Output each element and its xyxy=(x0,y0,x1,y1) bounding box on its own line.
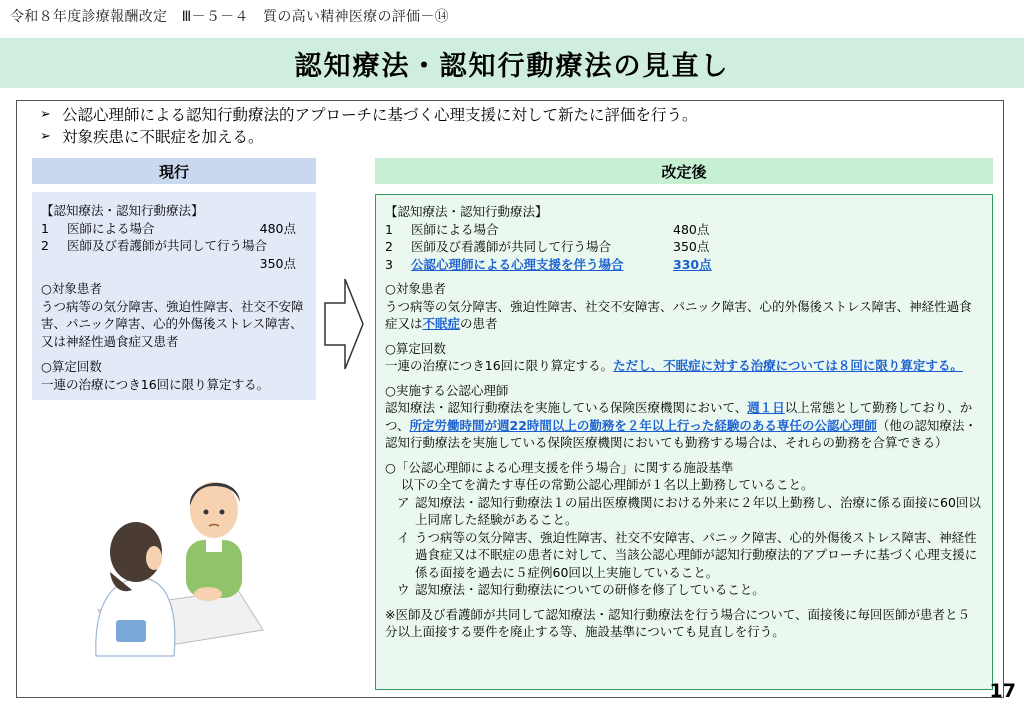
current-section-title: 【認知療法・認知行動療法】 xyxy=(41,203,204,218)
bullet-item: ➢ 対象疾患に不眠症を加える。 xyxy=(40,128,264,146)
revised-note: ※医師及び看護師が共同して認知療法・認知行動療法を行う場合について、面接後に毎回医師が患者と５分以上面接する要件を廃止する等、施設基準についても見直しを行う。 xyxy=(385,606,970,639)
arrow-bullet-icon: ➢ xyxy=(40,107,51,122)
current-patients-title: ○対象患者 xyxy=(41,281,102,296)
current-count-text: 一連の治療につき16回に限り算定する。 xyxy=(41,376,270,392)
bullet-item: ➢ 公認心理師による認知行動療法的アプローチに基づく心理支援に対して新たに評価を行う。 xyxy=(40,106,698,124)
current-panel xyxy=(32,192,316,400)
revised-panel xyxy=(375,194,993,690)
facility-item-a: ア 認知療法・認知行動療法１の届出医療機関における外来に２年以上勤務し、治療に係る面接に60回以上同席した経験があること。 xyxy=(397,494,981,527)
revised-item-1: 1 医師による場合 480点 xyxy=(385,221,710,237)
facility-item-u: ウ 認知療法・認知行動療法についての研修を修了していること。 xyxy=(397,582,765,597)
page-title: 認知療法・認知行動療法の見直し xyxy=(294,50,730,82)
counseling-illustration xyxy=(88,460,268,660)
revised-count-text: 一連の治療につき16回に限り算定する。ただし、不眠症に対する治療については８回に限り算定する。 xyxy=(385,358,963,373)
revised-count-title: ○算定回数 xyxy=(385,340,446,356)
title-band xyxy=(0,38,1024,88)
current-item-2: 2 医師及び看護師が共同して行う場合 xyxy=(41,238,268,253)
revised-patients-text: うつ病等の気分障害、強迫性障害、社交不安障害、パニック障害、心的外傷後ストレス障害、神経性過食症又は不眠症の患者 xyxy=(385,298,972,331)
breadcrumb: 令和８年度診療報酬改定 Ⅲ－５－４ 質の高い精神医療の評価－⑭ xyxy=(10,9,449,25)
revised-psych-text: 認知療法・認知行動療法を実施している保険医療機関において、週１日以上常態として勤務しており、かつ、所定労働時間が週22時間以上の勤務を２年以上行った経験のある専任の公認心理師（他の認知療法・認知行動療法を実施している保険医療機関においても勤務する場合は、それらの勤務を合算できる） xyxy=(385,400,977,450)
revised-item-3: 3 公認心理師による心理支援を伴う場合 330点 xyxy=(385,256,712,272)
facility-item-i: イ うつ病等の気分障害、強迫性障害、社交不安障害、パニック障害、心的外傷後ストレス障害、神経性過食症又は不眠症の患者に対して、当該公認心理師が認知行動療法的アプローチに基づく心理支援に係る面接を過去に５症例60回以上実施していること。 xyxy=(397,529,978,580)
transition-arrow-icon xyxy=(323,277,365,371)
page-number: 17 xyxy=(989,680,1016,702)
current-item-2-points: 350点 xyxy=(259,255,296,271)
current-patients-text: うつ病等の気分障害、強迫性障害、社交不安障害、パニック障害、心的外傷後ストレス障害、又は神経性過食症又患者 xyxy=(41,298,304,349)
revised-facility-intro: 以下の全てを満たす専任の常勤公認心理師が１名以上勤務していること。 xyxy=(401,477,814,492)
revised-patients-title: ○対象患者 xyxy=(385,281,446,296)
summary-bullets xyxy=(40,104,698,148)
revised-item-2: 2 医師及び看護師が共同して行う場合 350点 xyxy=(385,239,710,254)
revised-psych-title: ○実施する公認心理師 xyxy=(385,382,509,398)
revised-heading: 改定後 xyxy=(375,158,993,184)
arrow-bullet-icon: ➢ xyxy=(40,129,51,144)
current-heading: 現行 xyxy=(32,158,316,184)
revised-section-title: 【認知療法・認知行動療法】 xyxy=(385,204,548,219)
current-count-title: ○算定回数 xyxy=(41,359,102,374)
current-item-1: 1 医師による場合 480点 xyxy=(41,220,296,236)
revised-facility-title: ○「公認心理師による心理支援を伴う場合」に関する施設基準 xyxy=(385,459,734,475)
